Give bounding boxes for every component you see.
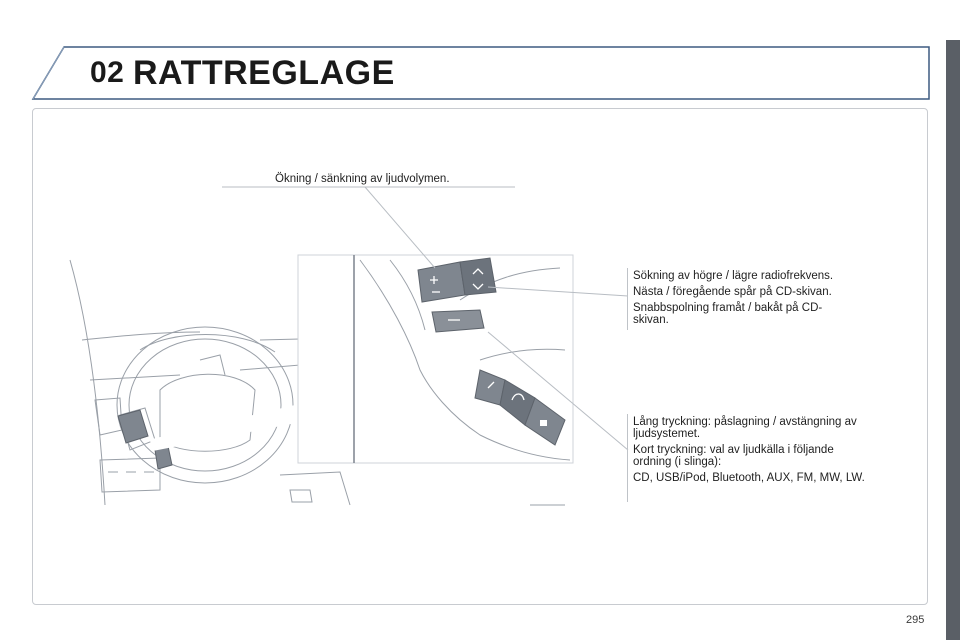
block-source-rule — [627, 414, 628, 502]
chapter-number: 02 — [90, 56, 125, 89]
search-line-2: Nästa / föregående spår på CD-skivan. — [633, 286, 832, 298]
source-line-2: Kort tryckning: val av ljudkälla i följande ordning (i slinga): — [633, 444, 834, 468]
search-line-1: Sökning av högre / lägre radiofrekvens. — [633, 270, 834, 282]
block-search-rule — [627, 268, 628, 330]
search-text-block — [633, 270, 903, 330]
page-number: 295 — [906, 614, 925, 626]
source-text-block — [633, 416, 903, 488]
source-line-3: CD, USB/iPod, Bluetooth, AUX, FM, MW, LW. — [633, 472, 865, 484]
volume-caption: Ökning / sänkning av ljudvolymen. — [275, 173, 450, 185]
search-line-3: Snabbspolning framåt / bakåt på CD-skivan. — [633, 302, 823, 326]
source-line-1: Lång tryckning: påslagning / avstängning av ljudsystemet. — [633, 416, 857, 440]
chapter-title: RATTREGLAGE — [133, 54, 395, 92]
